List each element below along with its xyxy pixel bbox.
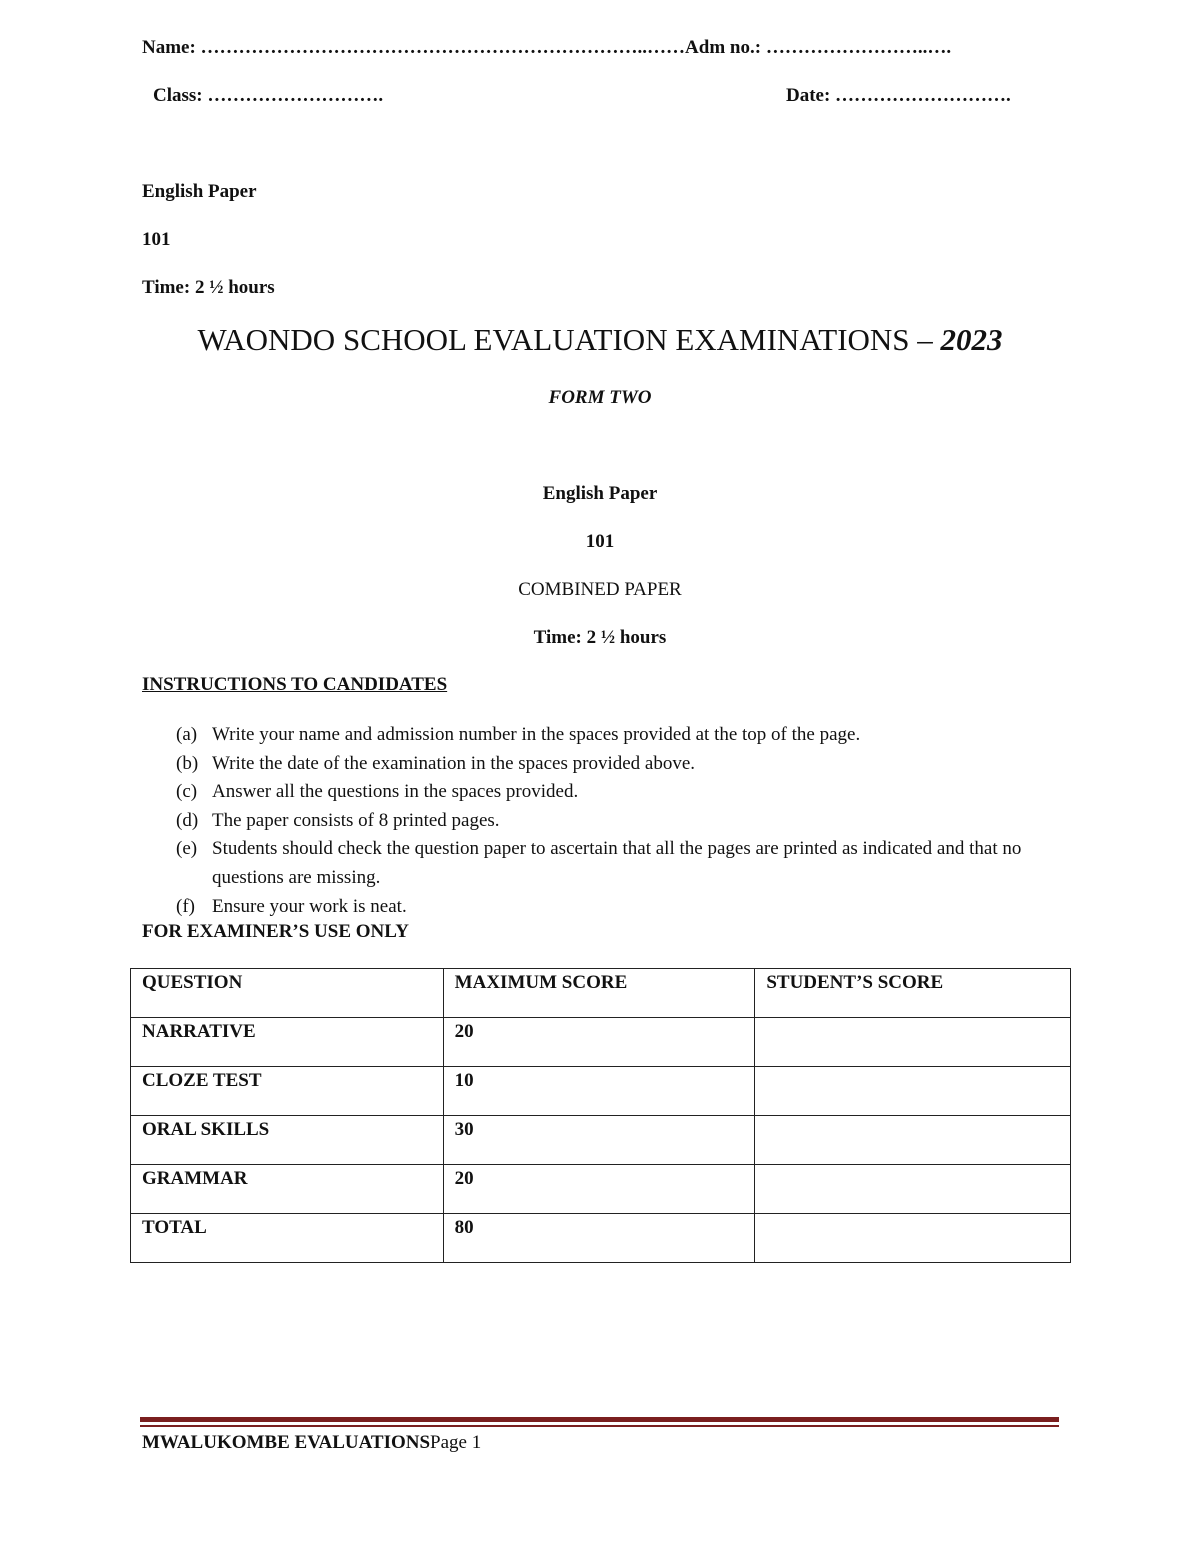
name-adm-line: Name: ……………………………………………………………..……Adm no.: ……………………..…. [142, 37, 952, 58]
center-paper: English Paper [542, 483, 658, 504]
student-score-cell[interactable] [755, 1214, 1071, 1263]
instruction-text: Ensure your work is neat. [212, 895, 407, 917]
examiner-use-heading: FOR EXAMINER’S USE ONLY [142, 921, 409, 942]
table-row [131, 1214, 1071, 1263]
instruction-item [176, 778, 1046, 807]
footer-rule-thin [140, 1425, 1059, 1427]
instruction-label: (a) [176, 724, 198, 745]
instructions-heading: INSTRUCTIONS TO CANDIDATES [142, 674, 448, 695]
header-paper: English Paper [142, 181, 257, 202]
instruction-label: (b) [176, 752, 199, 774]
column-header-question: QUESTION [131, 969, 444, 1018]
score-table [130, 968, 1071, 1263]
instructions-list [176, 721, 1046, 921]
question-cell: GRAMMAR [131, 1165, 444, 1214]
form-level: FORM TWO [548, 387, 652, 408]
table-row [131, 1018, 1071, 1067]
question-cell: CLOZE TEST [131, 1067, 444, 1116]
footer-rule-thick [140, 1417, 1059, 1422]
table-row [131, 1165, 1071, 1214]
header-time: Time: 2 ½ hours [142, 277, 275, 298]
instruction-text: Students should check the question paper to ascertain that all the pages are printed as indicated and that no questions are missing. [212, 838, 1022, 888]
question-cell: ORAL SKILLS [131, 1116, 444, 1165]
student-score-cell[interactable] [755, 1116, 1071, 1165]
student-score-cell[interactable] [755, 1018, 1071, 1067]
class-line: Class: ………………………. [153, 85, 384, 106]
instruction-item [176, 721, 1046, 750]
max-score-cell: 30 [443, 1116, 755, 1165]
table-row [131, 1116, 1071, 1165]
header-code: 101 [142, 229, 171, 250]
exam-title-text: WAONDO SCHOOL EVALUATION EXAMINATIONS – [197, 322, 941, 357]
instruction-item [176, 893, 1046, 922]
table-header-row [131, 969, 1071, 1018]
center-code: 101 [585, 531, 615, 552]
exam-title [0, 322, 1200, 358]
instruction-item [176, 750, 1046, 779]
instruction-item [176, 835, 1046, 892]
max-score-cell: 20 [443, 1165, 755, 1214]
column-header-max-score: MAXIMUM SCORE [443, 969, 755, 1018]
footer-page-number: Page 1 [430, 1432, 482, 1453]
instruction-label: (e) [176, 838, 198, 860]
instruction-text: The paper consists of 8 printed pages. [212, 809, 500, 831]
table-row [131, 1067, 1071, 1116]
student-score-cell[interactable] [755, 1067, 1071, 1116]
page-footer [142, 1432, 481, 1454]
max-score-cell: 10 [443, 1067, 755, 1116]
instruction-text: Write your name and admission number in the spaces provided at the top of the page. [212, 724, 861, 745]
exam-year: 2023 [940, 322, 1003, 357]
date-line: Date: ………………………. [786, 85, 1011, 106]
max-score-cell: 80 [443, 1214, 755, 1263]
column-header-student-score: STUDENT’S SCORE [755, 969, 1071, 1018]
combined-paper: COMBINED PAPER [518, 579, 682, 600]
instruction-text: Answer all the questions in the spaces provided. [212, 781, 579, 803]
student-score-cell[interactable] [755, 1165, 1071, 1214]
max-score-cell: 20 [443, 1018, 755, 1067]
center-time: Time: 2 ½ hours [533, 627, 667, 648]
instruction-label: (c) [176, 781, 198, 803]
instruction-label: (d) [176, 809, 199, 831]
footer-org: MWALUKOMBE EVALUATIONS [142, 1432, 431, 1453]
question-cell: TOTAL [131, 1214, 444, 1263]
instruction-label: (f) [176, 895, 195, 917]
instruction-item [176, 807, 1046, 836]
question-cell: NARRATIVE [131, 1018, 444, 1067]
instruction-text: Write the date of the examination in the spaces provided above. [212, 752, 696, 774]
